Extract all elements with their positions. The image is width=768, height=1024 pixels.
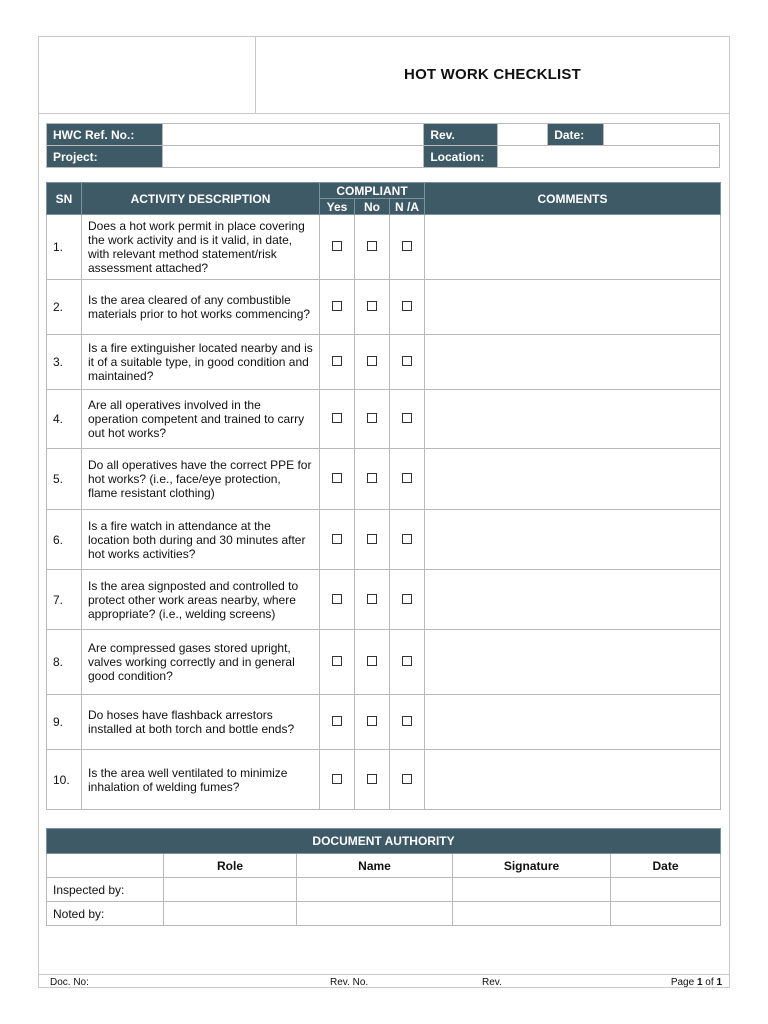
row-description: Is the area signposted and controlled to protect other work areas nearby, where appropriate? (i.e., welding screens)	[82, 570, 320, 630]
footer-page-number: Page 1 of 1	[670, 977, 722, 988]
location-label: Location:	[424, 146, 498, 168]
row-sn: 2.	[47, 280, 82, 335]
document-authority-table	[46, 828, 721, 926]
authority-row	[47, 878, 721, 902]
yes-checkbox[interactable]	[332, 356, 342, 366]
comments-cell[interactable]	[425, 510, 721, 570]
name-cell[interactable]	[297, 878, 453, 902]
yes-checkbox[interactable]	[332, 473, 342, 483]
footer-rev: Rev.	[482, 977, 502, 988]
table-row	[47, 215, 721, 280]
authority-blank-header	[47, 854, 164, 878]
na-checkbox[interactable]	[402, 594, 412, 604]
footer-doc-no: Doc. No:	[50, 977, 89, 988]
location-field[interactable]	[498, 146, 720, 168]
signature-cell[interactable]	[453, 878, 611, 902]
hwc-ref-label: HWC Ref. No.:	[47, 124, 163, 146]
comments-cell[interactable]	[425, 570, 721, 630]
na-checkbox[interactable]	[402, 473, 412, 483]
no-checkbox[interactable]	[367, 594, 377, 604]
row-sn: 9.	[47, 695, 82, 750]
signature-header: Signature	[453, 854, 611, 878]
table-row	[47, 750, 721, 810]
table-row	[47, 390, 721, 449]
header-no: No	[355, 199, 390, 215]
yes-checkbox[interactable]	[332, 656, 342, 666]
hwc-ref-field[interactable]	[162, 124, 423, 146]
table-row	[47, 570, 721, 630]
table-row	[47, 335, 721, 390]
row-description: Does a hot work permit in place covering the work activity and is it valid, in date, with relevant method statement/risk assessment attached?	[82, 215, 320, 280]
row-sn: 1.	[47, 215, 82, 280]
no-checkbox[interactable]	[367, 774, 377, 784]
table-row	[47, 510, 721, 570]
table-row	[47, 280, 721, 335]
date-field[interactable]	[604, 124, 720, 146]
logo-area	[38, 36, 256, 113]
na-checkbox[interactable]	[402, 534, 412, 544]
header-na: N /A	[390, 199, 425, 215]
no-checkbox[interactable]	[367, 301, 377, 311]
no-checkbox[interactable]	[367, 716, 377, 726]
name-cell[interactable]	[297, 902, 453, 926]
yes-checkbox[interactable]	[332, 301, 342, 311]
rev-field[interactable]	[498, 124, 548, 146]
page-footer	[38, 974, 730, 988]
comments-cell[interactable]	[425, 449, 721, 510]
na-checkbox[interactable]	[402, 301, 412, 311]
role-cell[interactable]	[164, 878, 297, 902]
comments-cell[interactable]	[425, 630, 721, 695]
row-description: Do all operatives have the correct PPE for hot works? (i.e., face/eye protection, flame resistant clothing)	[82, 449, 320, 510]
signature-cell[interactable]	[453, 902, 611, 926]
project-field[interactable]	[162, 146, 423, 168]
row-description: Are compressed gases stored upright, valves working correctly and in general good condition?	[82, 630, 320, 695]
info-table	[46, 123, 720, 168]
comments-cell[interactable]	[425, 695, 721, 750]
header-yes: Yes	[320, 199, 355, 215]
table-row	[47, 449, 721, 510]
yes-checkbox[interactable]	[332, 594, 342, 604]
role-cell[interactable]	[164, 902, 297, 926]
name-header: Name	[297, 854, 453, 878]
comments-cell[interactable]	[425, 390, 721, 449]
date-cell[interactable]	[611, 902, 721, 926]
table-row	[47, 630, 721, 695]
row-sn: 7.	[47, 570, 82, 630]
comments-cell[interactable]	[425, 280, 721, 335]
yes-checkbox[interactable]	[332, 774, 342, 784]
no-checkbox[interactable]	[367, 241, 377, 251]
authority-title: DOCUMENT AUTHORITY	[47, 829, 721, 854]
document-title: HOT WORK CHECKLIST	[404, 66, 581, 83]
row-sn: 4.	[47, 390, 82, 449]
row-sn: 5.	[47, 449, 82, 510]
no-checkbox[interactable]	[367, 656, 377, 666]
na-checkbox[interactable]	[402, 241, 412, 251]
na-checkbox[interactable]	[402, 774, 412, 784]
no-checkbox[interactable]	[367, 473, 377, 483]
noted-by-label: Noted by:	[47, 902, 164, 926]
document-header	[38, 36, 730, 114]
project-label: Project:	[47, 146, 163, 168]
rev-label: Rev.	[424, 124, 498, 146]
no-checkbox[interactable]	[367, 413, 377, 423]
comments-cell[interactable]	[425, 335, 721, 390]
no-checkbox[interactable]	[367, 356, 377, 366]
na-checkbox[interactable]	[402, 716, 412, 726]
row-sn: 10.	[47, 750, 82, 810]
yes-checkbox[interactable]	[332, 534, 342, 544]
table-row	[47, 695, 721, 750]
comments-cell[interactable]	[425, 215, 721, 280]
header-comments: COMMENTS	[425, 183, 721, 215]
row-description: Is the area well ventilated to minimize inhalation of welding fumes?	[82, 750, 320, 810]
yes-checkbox[interactable]	[332, 241, 342, 251]
na-checkbox[interactable]	[402, 356, 412, 366]
inspected-by-label: Inspected by:	[47, 878, 164, 902]
date-label: Date:	[548, 124, 604, 146]
row-sn: 3.	[47, 335, 82, 390]
row-description: Is a fire extinguisher located nearby and is it of a suitable type, in good condition and maintained?	[82, 335, 320, 390]
no-checkbox[interactable]	[367, 534, 377, 544]
yes-checkbox[interactable]	[332, 413, 342, 423]
row-description: Are all operatives involved in the operation competent and trained to carry out hot works?	[82, 390, 320, 449]
row-sn: 6.	[47, 510, 82, 570]
authority-row	[47, 902, 721, 926]
na-checkbox[interactable]	[402, 656, 412, 666]
role-header: Role	[164, 854, 297, 878]
row-description: Do hoses have flashback arrestors installed at both torch and bottle ends?	[82, 695, 320, 750]
header-compliant: COMPLIANT	[320, 183, 425, 199]
yes-checkbox[interactable]	[332, 716, 342, 726]
row-sn: 8.	[47, 630, 82, 695]
comments-cell[interactable]	[425, 750, 721, 810]
date-header: Date	[611, 854, 721, 878]
row-description: Is a fire watch in attendance at the location both during and 30 minutes after hot works activities?	[82, 510, 320, 570]
header-activity: ACTIVITY DESCRIPTION	[82, 183, 320, 215]
row-description: Is the area cleared of any combustible materials prior to hot works commencing?	[82, 280, 320, 335]
date-cell[interactable]	[611, 878, 721, 902]
na-checkbox[interactable]	[402, 413, 412, 423]
checklist-table	[46, 182, 721, 810]
header-sn: SN	[47, 183, 82, 215]
footer-rev-no: Rev. No.	[330, 977, 369, 988]
